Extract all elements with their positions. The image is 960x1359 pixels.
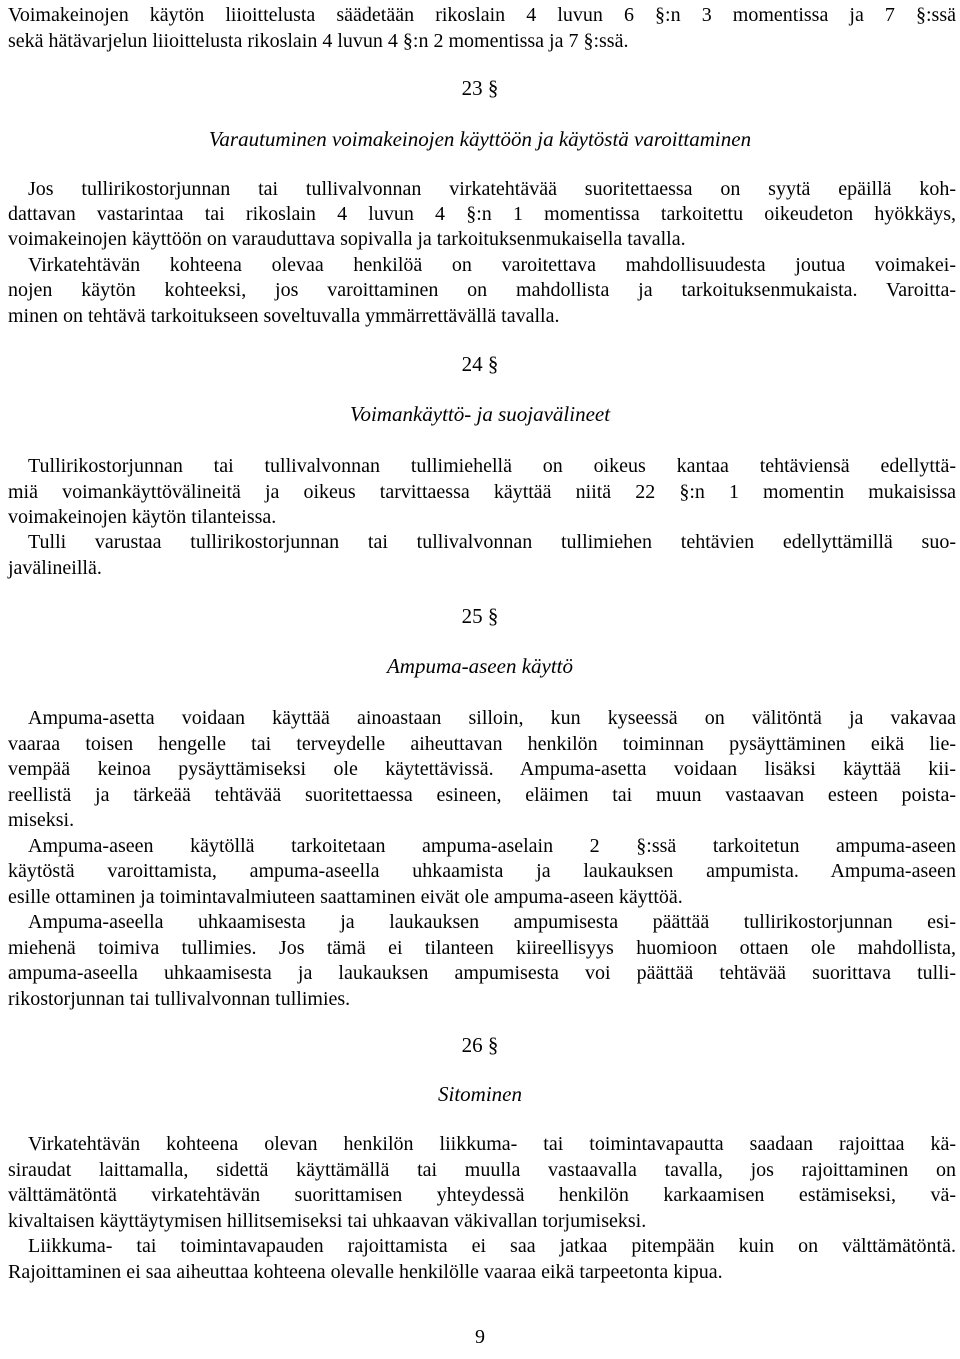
paragraph-line: rikostorjunnan tai tullivalvonnan tullimies. [8,988,351,1010]
paragraph-line: minen on tehtävä tarkoitukseen soveltuvalla ymmärrettävällä tavalla. [8,305,560,327]
paragraph-line: nojen käytön kohteeksi, jos varoittaminen on mahdollista ja tarkoituksenmukaista. Varoitta- [8,279,956,301]
paragraph-line: käytöstä varoittamista, ampuma-aseella uhkaamista ja laukauksen ampumista. Ampuma-aseen [8,860,956,882]
paragraph-line: miehenä toimiva tullimies. Jos tämä ei tilanteen kiireellisyys huomioon ottaen ole mahdollista, [8,937,956,959]
paragraph-line: Rajoittaminen ei saa aiheuttaa kohteena olevalle henkilölle vaaraa eikä tarpeetonta kipua. [8,1261,723,1283]
section-number: 25 § [461,604,499,628]
page-number: 9 [475,1326,485,1348]
section-title: Voimankäyttö- ja suojavälineet [349,402,611,426]
paragraph-line: Voimakeinojen käytön liioittelusta säädetään rikoslain 4 luvun 6 §:n 3 momentissa ja 7 §:ssä [8,4,956,26]
paragraph-line: Virkatehtävän kohteena olevaa henkilöä on varoitettava mahdollisuudesta joutua voimakei- [28,254,956,276]
paragraph-line: miä voimankäyttövälineitä ja oikeus tarvittaessa käyttää niitä 22 §:n 1 momentin mukaisissa [8,481,956,503]
paragraph-line: Ampuma-asetta voidaan käyttää ainoastaan silloin, kun kyseessä on välitöntä ja vakavaa [28,707,956,729]
paragraph-line: sekä hätävarjelun liioittelusta rikoslain 4 luvun 4 §:n 2 momentissa ja 7 §:ssä. [8,30,629,52]
paragraph-line: vempää keinoa pysäyttämiseksi ole käytettävissä. Ampuma-asetta voidaan lisäksi käyttää kii- [8,758,956,780]
paragraph-line: javälineillä. [8,557,102,579]
section-number: 23 § [461,76,499,100]
section-number: 24 § [461,352,499,376]
section-number: 26 § [461,1033,499,1057]
paragraph-line: Ampuma-aseen käytöllä tarkoitetaan ampuma-aselain 2 §:ssä tarkoitetun ampuma-aseen [28,835,956,857]
paragraph-line: Ampuma-aseella uhkaamisesta ja laukauksen ampumisesta päättää tullirikostorjunnan esi- [28,911,956,933]
paragraph-line: Liikkuma- tai toimintavapauden rajoittamista ei saa jatkaa pitempään kuin on välttämätöntä. [28,1235,956,1257]
section-title: Sitominen [438,1082,522,1106]
paragraph-line: voimakeinojen käytön tilanteissa. [8,506,277,528]
paragraph-line: esille ottaminen ja toimintavalmiuteen saattaminen eivät ole ampuma-aseen käyttöä. [8,886,683,908]
paragraph-line: Virkatehtävän kohteena olevan henkilön liikkuma- tai toimintavapautta saadaan rajoittaa kä- [28,1133,956,1155]
paragraph-line: siraudat laittamalla, sidettä käyttämällä tai muulla vastaavalla tavalla, jos rajoittaminen on [8,1159,956,1181]
paragraph-line: miseksi. [8,809,75,831]
paragraph-line: Tulli varustaa tullirikostorjunnan tai tullivalvonnan tullimiehen tehtävien edellyttämillä suo- [28,531,956,553]
paragraph-line: Jos tullirikostorjunnan tai tullivalvonnan virkatehtävää suoritettaessa on syytä epäillä koh- [28,178,956,200]
paragraph-line: dattavan vastarintaa tai rikoslain 4 luvun 4 §:n 1 momentissa tarkoitettu oikeudeton hyökkäys, [8,203,956,225]
paragraph-line: reellistä ja tärkeää tehtävää suoritettaessa esineen, eläimen tai muun vastaavan esteen poista- [8,784,956,806]
section-title: Varautuminen voimakeinojen käyttöön ja käytöstä varoittaminen [208,127,752,151]
paragraph-line: välttämätöntä virkatehtävän suorittamisen yhteydessä henkilön karkaamisen estämiseksi, vä- [8,1184,956,1206]
section-title: Ampuma-aseen käyttö [386,654,574,678]
paragraph-line: ampuma-aseella uhkaamisesta ja laukauksen ampumisesta voi päättää tehtävää suorittava tulli- [8,962,956,984]
paragraph-line: Tullirikostorjunnan tai tullivalvonnan tullimiehellä on oikeus kantaa tehtäviensä edellyttä- [28,455,956,477]
paragraph-line: kivaltaisen käyttäytymisen hillitsemiseksi tai uhkaavan väkivallan torjumiseksi. [8,1210,647,1232]
paragraph-line: vaaraa toisen hengelle tai terveydelle aiheuttavan henkilön toiminnan pysäyttäminen eikä lie- [8,733,956,755]
paragraph-line: voimakeinojen käyttöön on varauduttava sopivalla ja tarkoituksenmukaisella tavalla. [8,228,686,250]
